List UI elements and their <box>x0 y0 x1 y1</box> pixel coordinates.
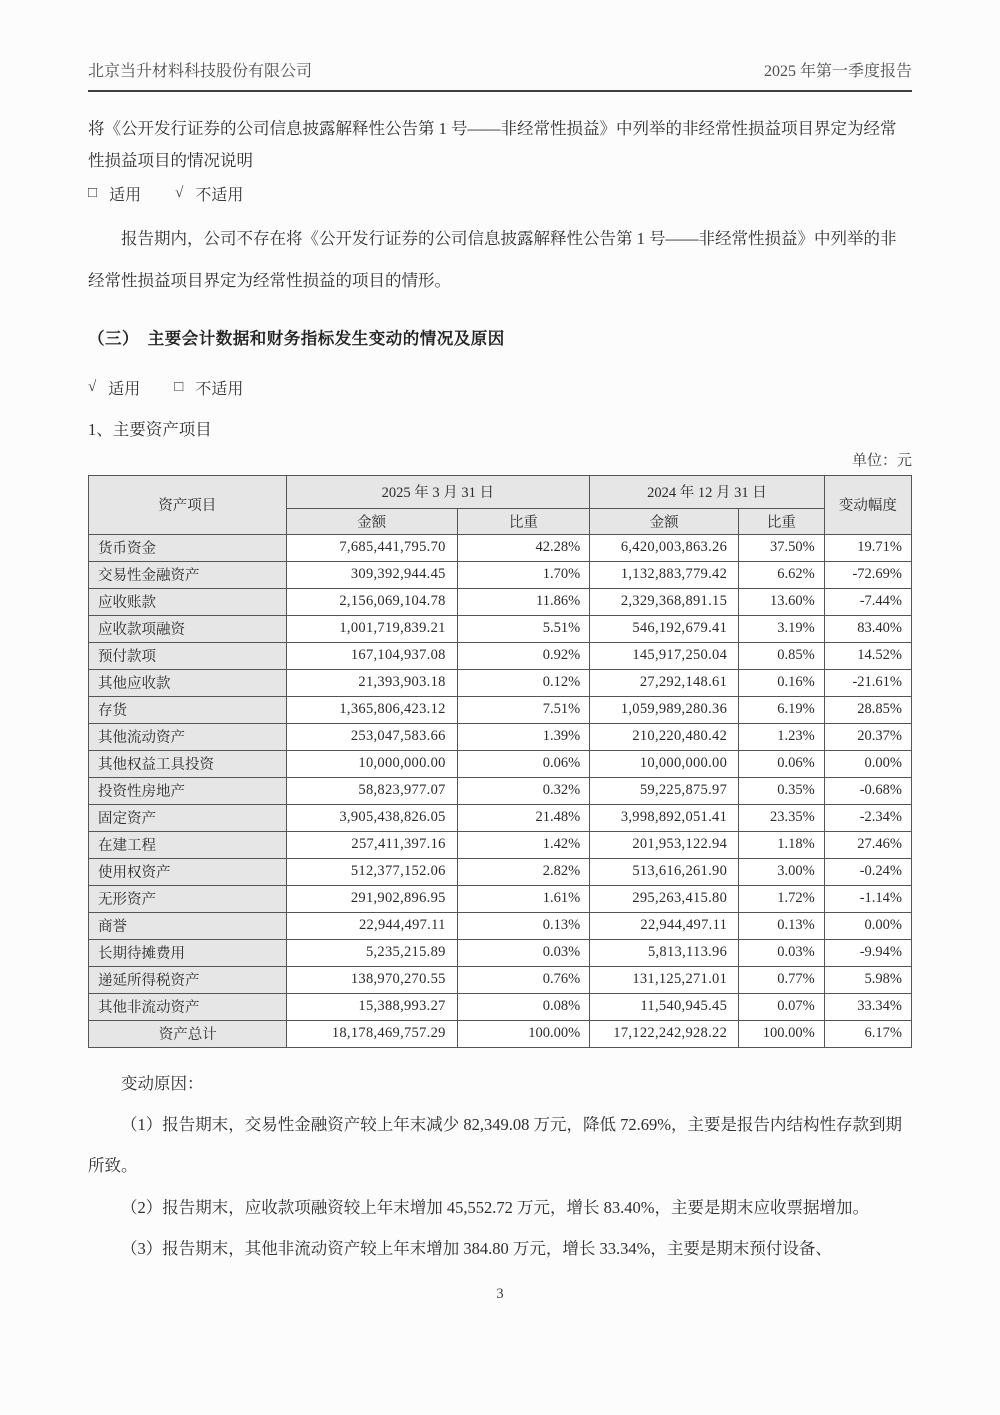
asset-table-row <box>89 723 912 750</box>
change-reasons <box>88 1063 912 1269</box>
col-header-period-prior: 2024 年 12 月 31 日 <box>590 475 825 508</box>
amount-current-cell: 21,393,903.18 <box>286 669 457 696</box>
change-cell: 19.71% <box>824 534 911 561</box>
ratio-current-cell: 11.86% <box>457 588 590 615</box>
option-applicable <box>88 376 140 399</box>
option-not-applicable <box>175 182 243 205</box>
change-cell: 6.17% <box>824 1020 911 1047</box>
checkmark-icon: √ <box>88 378 97 395</box>
amount-prior-cell: 22,944,497.11 <box>590 912 739 939</box>
main-assets-subheading: 1、主要资产项目 <box>88 419 212 439</box>
col-header-change: 变动幅度 <box>824 475 911 534</box>
amount-prior-cell: 1,132,883,779.42 <box>590 561 739 588</box>
asset-table-row <box>89 885 912 912</box>
unit-label: 单位：元 <box>851 452 912 469</box>
amount-current-cell: 253,047,583.66 <box>286 723 457 750</box>
asset-table-header <box>89 475 912 534</box>
asset-table-row <box>89 912 912 939</box>
amount-prior-cell: 1,059,989,280.36 <box>590 696 739 723</box>
ratio-current-cell: 0.06% <box>457 750 590 777</box>
change-cell: 14.52% <box>824 642 911 669</box>
amount-prior-cell: 3,998,892,051.41 <box>590 804 739 831</box>
change-reason-item: （1）报告期末，交易性金融资产较上年末减少 82,349.08 万元，降低 72.69%，主要是报告内结构性存款到期所致。 <box>88 1115 902 1176</box>
change-cell: 33.34% <box>824 993 911 1020</box>
ratio-prior-cell: 37.50% <box>739 534 825 561</box>
change-cell: 27.46% <box>824 831 911 858</box>
change-cell: 5.98% <box>824 966 911 993</box>
change-cell: 20.37% <box>824 723 911 750</box>
item-cell: 货币资金 <box>89 534 287 561</box>
ratio-current-cell: 0.08% <box>457 993 590 1020</box>
ratio-prior-cell: 0.13% <box>739 912 825 939</box>
ratio-prior-cell: 100.00% <box>739 1020 825 1047</box>
checkbox-unchecked-icon: □ <box>88 185 98 202</box>
applicability-row-nonrecurring <box>88 182 912 205</box>
ratio-prior-cell: 13.60% <box>739 588 825 615</box>
amount-current-cell: 7,685,441,795.70 <box>286 534 457 561</box>
change-cell: -0.68% <box>824 777 911 804</box>
item-cell: 固定资产 <box>89 804 287 831</box>
ratio-current-cell: 0.03% <box>457 939 590 966</box>
amount-prior-cell: 2,329,368,891.15 <box>590 588 739 615</box>
ratio-prior-cell: 0.06% <box>739 750 825 777</box>
ratio-prior-cell: 0.16% <box>739 669 825 696</box>
change-cell: -21.61% <box>824 669 911 696</box>
amount-current-cell: 309,392,944.45 <box>286 561 457 588</box>
col-header-ratio-current: 比重 <box>457 508 590 534</box>
amount-prior-cell: 11,540,945.45 <box>590 993 739 1020</box>
item-cell: 应收款项融资 <box>89 615 287 642</box>
item-cell: 无形资产 <box>89 885 287 912</box>
amount-prior-cell: 513,616,261.90 <box>590 858 739 885</box>
change-cell: -0.24% <box>824 858 911 885</box>
ratio-current-cell: 0.13% <box>457 912 590 939</box>
amount-prior-cell: 210,220,480.42 <box>590 723 739 750</box>
amount-current-cell: 22,944,497.11 <box>286 912 457 939</box>
change-cell: 0.00% <box>824 750 911 777</box>
asset-table-row <box>89 993 912 1020</box>
ratio-current-cell: 21.48% <box>457 804 590 831</box>
col-header-amount-current: 金额 <box>286 508 457 534</box>
section-three-heading: （三） 主要会计数据和财务指标发生变动的情况及原因 <box>88 328 505 348</box>
item-cell: 长期待摊费用 <box>89 939 287 966</box>
col-header-item: 资产项目 <box>89 475 287 534</box>
amount-prior-cell: 10,000,000.00 <box>590 750 739 777</box>
amount-prior-cell: 546,192,679.41 <box>590 615 739 642</box>
amount-prior-cell: 145,917,250.04 <box>590 642 739 669</box>
item-cell: 在建工程 <box>89 831 287 858</box>
asset-table-row <box>89 750 912 777</box>
applicability-row-section-three <box>88 376 912 399</box>
amount-current-cell: 18,178,469,757.29 <box>286 1020 457 1047</box>
asset-table-row <box>89 696 912 723</box>
asset-table-row <box>89 588 912 615</box>
amount-current-cell: 291,902,896.95 <box>286 885 457 912</box>
amount-current-cell: 58,823,977.07 <box>286 777 457 804</box>
ratio-prior-cell: 3.19% <box>739 615 825 642</box>
asset-table <box>88 475 912 1048</box>
amount-current-cell: 512,377,152.06 <box>286 858 457 885</box>
asset-table-row <box>89 939 912 966</box>
ratio-prior-cell: 1.18% <box>739 831 825 858</box>
asset-table-row <box>89 615 912 642</box>
ratio-current-cell: 0.76% <box>457 966 590 993</box>
amount-prior-cell: 201,953,122.94 <box>590 831 739 858</box>
amount-prior-cell: 295,263,415.80 <box>590 885 739 912</box>
change-cell: 83.40% <box>824 615 911 642</box>
option-applicable <box>88 182 141 205</box>
asset-table-total-row <box>89 1020 912 1047</box>
ratio-current-cell: 1.39% <box>457 723 590 750</box>
nonrecurring-intro-text: 将《公开发行证券的公司信息披露解释性公告第 1 号——非经常性损益》中列举的非经常性损益项目界定为经常性损益项目的情况说明 <box>88 119 897 171</box>
change-cell: 0.00% <box>824 912 911 939</box>
ratio-current-cell: 42.28% <box>457 534 590 561</box>
ratio-prior-cell: 0.77% <box>739 966 825 993</box>
checkmark-icon: √ <box>175 185 184 202</box>
col-header-amount-prior: 金额 <box>590 508 739 534</box>
ratio-current-cell: 0.12% <box>457 669 590 696</box>
ratio-current-cell: 1.42% <box>457 831 590 858</box>
item-cell: 其他流动资产 <box>89 723 287 750</box>
change-cell: -2.34% <box>824 804 911 831</box>
asset-table-row <box>89 642 912 669</box>
ratio-current-cell: 7.51% <box>457 696 590 723</box>
change-cell: -1.14% <box>824 885 911 912</box>
col-header-ratio-prior: 比重 <box>739 508 825 534</box>
amount-prior-cell: 59,225,875.97 <box>590 777 739 804</box>
ratio-current-cell: 100.00% <box>457 1020 590 1047</box>
company-name: 北京当升材料科技股份有限公司 <box>88 63 313 80</box>
change-cell: -72.69% <box>824 561 911 588</box>
ratio-prior-cell: 0.03% <box>739 939 825 966</box>
asset-table-row <box>89 858 912 885</box>
amount-prior-cell: 27,292,148.61 <box>590 669 739 696</box>
item-cell: 其他非流动资产 <box>89 993 287 1020</box>
option-label: 适用 <box>109 187 142 205</box>
change-cell: -9.94% <box>824 939 911 966</box>
item-cell: 存货 <box>89 696 287 723</box>
ratio-prior-cell: 0.85% <box>739 642 825 669</box>
checkbox-unchecked-icon: □ <box>174 378 184 395</box>
item-cell: 商誉 <box>89 912 287 939</box>
change-reasons-title: 变动原因： <box>121 1073 204 1093</box>
ratio-prior-cell: 6.62% <box>739 561 825 588</box>
amount-current-cell: 1,001,719,839.21 <box>286 615 457 642</box>
amount-current-cell: 15,388,993.27 <box>286 993 457 1020</box>
asset-table-row <box>89 534 912 561</box>
ratio-current-cell: 1.61% <box>457 885 590 912</box>
report-title: 2025 年第一季度报告 <box>763 63 912 80</box>
item-cell: 资产总计 <box>89 1020 287 1047</box>
asset-table-row <box>89 831 912 858</box>
amount-current-cell: 10,000,000.00 <box>286 750 457 777</box>
option-label: 适用 <box>108 380 141 398</box>
amount-current-cell: 1,365,806,423.12 <box>286 696 457 723</box>
ratio-prior-cell: 1.23% <box>739 723 825 750</box>
ratio-prior-cell: 23.35% <box>739 804 825 831</box>
amount-current-cell: 138,970,270.55 <box>286 966 457 993</box>
item-cell: 交易性金融资产 <box>89 561 287 588</box>
running-head <box>88 58 912 92</box>
page-number: 3 <box>496 1286 504 1303</box>
ratio-prior-cell: 6.19% <box>739 696 825 723</box>
amount-current-cell: 2,156,069,104.78 <box>286 588 457 615</box>
ratio-prior-cell: 1.72% <box>739 885 825 912</box>
item-cell: 使用权资产 <box>89 858 287 885</box>
option-label: 不适用 <box>195 187 244 205</box>
change-reason-item: （2）报告期末，应收款项融资较上年末增加 45,552.72 万元，增长 83.40%，主要是期末应收票据增加。 <box>121 1197 869 1217</box>
asset-table-body <box>89 534 912 1047</box>
ratio-current-cell: 0.92% <box>457 642 590 669</box>
asset-table-row <box>89 804 912 831</box>
col-header-period-current: 2025 年 3 月 31 日 <box>286 475 590 508</box>
asset-table-row <box>89 669 912 696</box>
item-cell: 预付款项 <box>89 642 287 669</box>
amount-current-cell: 5,235,215.89 <box>286 939 457 966</box>
amount-prior-cell: 5,813,113.96 <box>590 939 739 966</box>
amount-prior-cell: 6,420,003,863.26 <box>590 534 739 561</box>
item-cell: 递延所得税资产 <box>89 966 287 993</box>
asset-table-row <box>89 777 912 804</box>
change-cell: 28.85% <box>824 696 911 723</box>
change-reason-item: （3）报告期末，其他非流动资产较上年末增加 384.80 万元，增长 33.34%，主要是期末预付设备、 <box>121 1238 832 1258</box>
ratio-current-cell: 5.51% <box>457 615 590 642</box>
ratio-current-cell: 2.82% <box>457 858 590 885</box>
ratio-prior-cell: 3.00% <box>739 858 825 885</box>
asset-table-row <box>89 561 912 588</box>
amount-current-cell: 167,104,937.08 <box>286 642 457 669</box>
amount-current-cell: 257,411,397.16 <box>286 831 457 858</box>
item-cell: 其他权益工具投资 <box>89 750 287 777</box>
amount-prior-cell: 17,122,242,928.22 <box>590 1020 739 1047</box>
option-not-applicable <box>174 376 243 399</box>
amount-prior-cell: 131,125,271.01 <box>590 966 739 993</box>
item-cell: 应收账款 <box>89 588 287 615</box>
amount-current-cell: 3,905,438,826.05 <box>286 804 457 831</box>
change-cell: -7.44% <box>824 588 911 615</box>
nonrecurring-statement-text: 报告期内，公司不存在将《公开发行证券的公司信息披露解释性公告第 1 号——非经常性损益》中列举的非经常性损益项目界定为经常性损益的项目的情形。 <box>88 229 897 290</box>
item-cell: 投资性房地产 <box>89 777 287 804</box>
ratio-prior-cell: 0.35% <box>739 777 825 804</box>
item-cell: 其他应收款 <box>89 669 287 696</box>
ratio-current-cell: 0.32% <box>457 777 590 804</box>
asset-table-row <box>89 966 912 993</box>
ratio-current-cell: 1.70% <box>457 561 590 588</box>
option-label: 不适用 <box>195 380 244 398</box>
ratio-prior-cell: 0.07% <box>739 993 825 1020</box>
